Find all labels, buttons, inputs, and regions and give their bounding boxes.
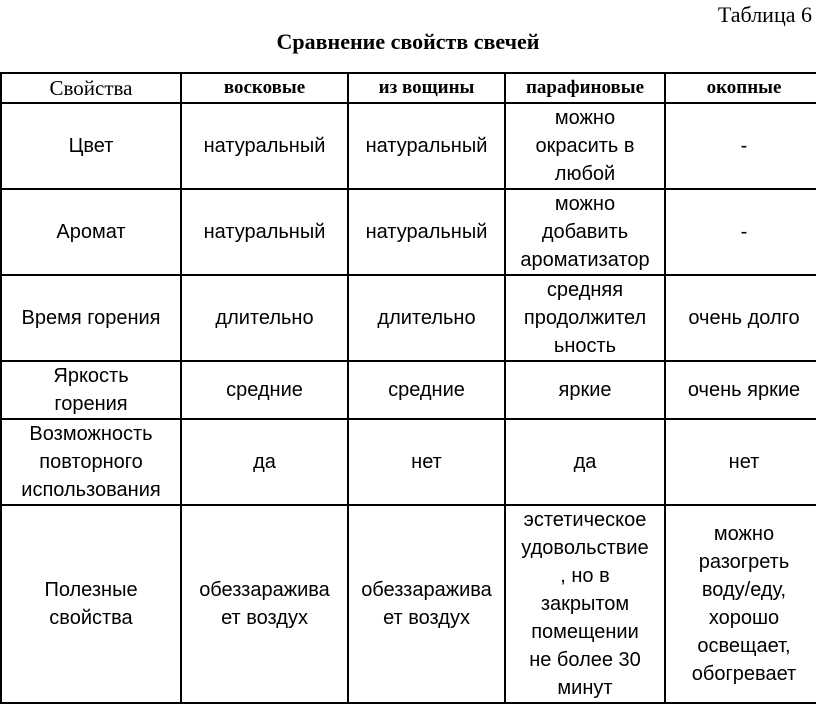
table-cell: эстетическое удовольствие , но в закрытом помещении не более 30 минут <box>505 505 665 703</box>
row-label: Полезные свойства <box>1 505 181 703</box>
row-label: Возможность повторного использования <box>1 419 181 505</box>
table-cell: натуральный <box>348 189 505 275</box>
row-label: Аромат <box>1 189 181 275</box>
table-cell: - <box>665 103 816 189</box>
table-cell: очень яркие <box>665 361 816 419</box>
table-title: Сравнение свойств свечей <box>276 29 540 54</box>
table-cell: средние <box>181 361 348 419</box>
table-cell: обеззаражива ет воздух <box>348 505 505 703</box>
header-cell: парафиновые <box>505 73 665 103</box>
row-label: Время горения <box>1 275 181 361</box>
table-row <box>1 361 816 419</box>
table-cell: натуральный <box>348 103 505 189</box>
header-cell: из вощины <box>348 73 505 103</box>
table-row <box>1 505 816 703</box>
table-cell: да <box>181 419 348 505</box>
table-row <box>1 189 816 275</box>
table-row <box>1 103 816 189</box>
table-cell: очень долго <box>665 275 816 361</box>
row-label: Цвет <box>1 103 181 189</box>
table-cell: да <box>505 419 665 505</box>
comparison-table <box>0 72 816 704</box>
table-cell: можно добавить ароматизатор <box>505 189 665 275</box>
header-cell: окопные <box>665 73 816 103</box>
table-cell: нет <box>665 419 816 505</box>
table-cell: длительно <box>348 275 505 361</box>
table-cell: натуральный <box>181 103 348 189</box>
table-cell: длительно <box>181 275 348 361</box>
table-cell: средняя продолжител ьность <box>505 275 665 361</box>
table-row <box>1 419 816 505</box>
table-number: Таблица 6 <box>717 2 812 27</box>
header-cell: восковые <box>181 73 348 103</box>
row-label: Яркость горения <box>1 361 181 419</box>
table-cell: натуральный <box>181 189 348 275</box>
table-cell: яркие <box>505 361 665 419</box>
table-row <box>1 275 816 361</box>
table-cell: можно разогреть воду/еду, хорошо освещает, обогревает <box>665 505 816 703</box>
table-cell: можно окрасить в любой <box>505 103 665 189</box>
header-row <box>1 73 816 103</box>
table-cell: обеззаражива ет воздух <box>181 505 348 703</box>
header-cell: Свойства <box>1 73 181 103</box>
table-cell: - <box>665 189 816 275</box>
table-cell: средние <box>348 361 505 419</box>
table-cell: нет <box>348 419 505 505</box>
